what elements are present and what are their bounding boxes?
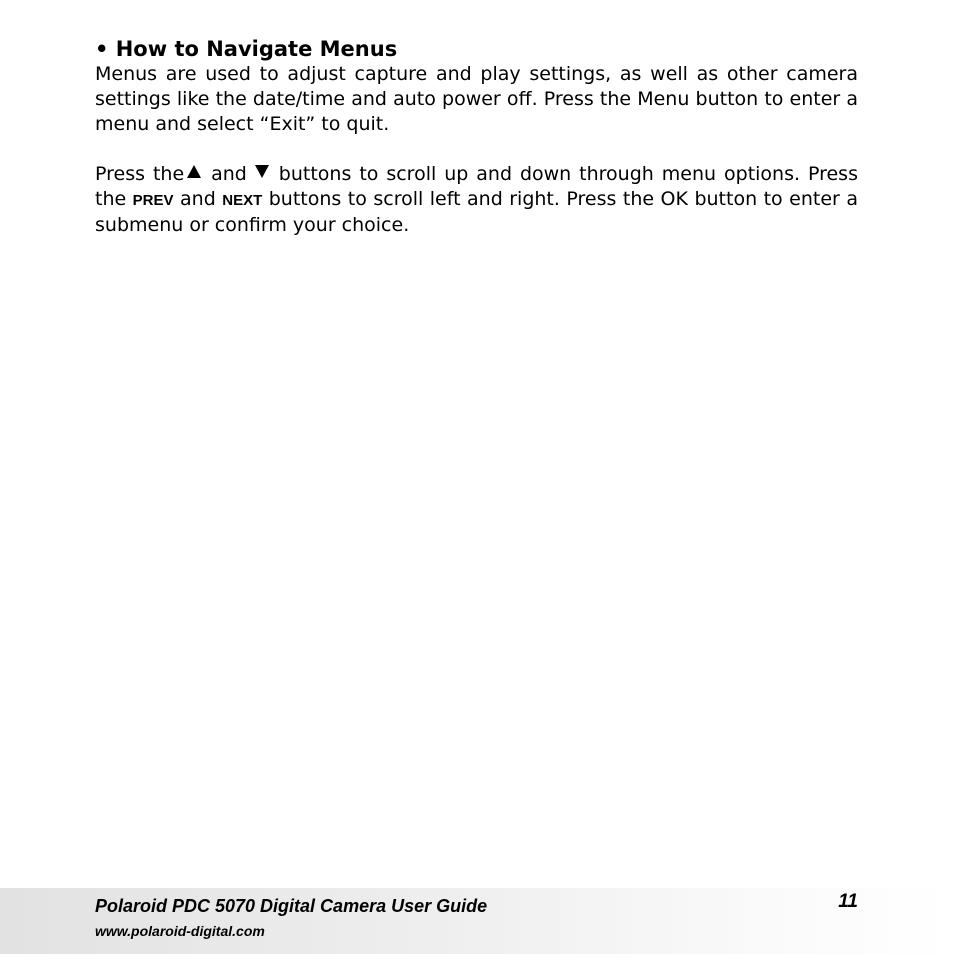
page-footer	[0, 888, 954, 954]
nav-text-part4: and	[180, 188, 216, 210]
website-url: www.polaroid-digital.com	[95, 923, 265, 939]
guide-title: Polaroid PDC 5070 Digital Camera User Guide	[95, 896, 488, 916]
prev-button-label: PREV	[132, 192, 174, 209]
down-triangle-icon	[255, 165, 269, 178]
nav-text-part3: buttons to scroll up and down through menu options. Press the	[95, 163, 858, 210]
nav-text-part1: Press the	[95, 163, 185, 185]
up-triangle-icon	[187, 165, 201, 178]
nav-text-part2: and	[211, 163, 247, 185]
navigation-paragraph	[95, 162, 858, 238]
page-content	[95, 36, 858, 238]
menus-intro-paragraph: Menus are used to adjust capture and play settings, as well as other camera settings like the date/time and auto power off. Press the Menu button to enter a menu and select “Exit” to quit.	[95, 63, 858, 135]
next-button-label: NEXT	[222, 192, 263, 209]
section-heading: • How to Navigate Menus	[95, 37, 398, 61]
nav-text-part5: buttons to scroll left and right. Press the OK button to enter a submenu or confirm your choice.	[95, 188, 858, 236]
page-number: 11	[838, 891, 858, 912]
